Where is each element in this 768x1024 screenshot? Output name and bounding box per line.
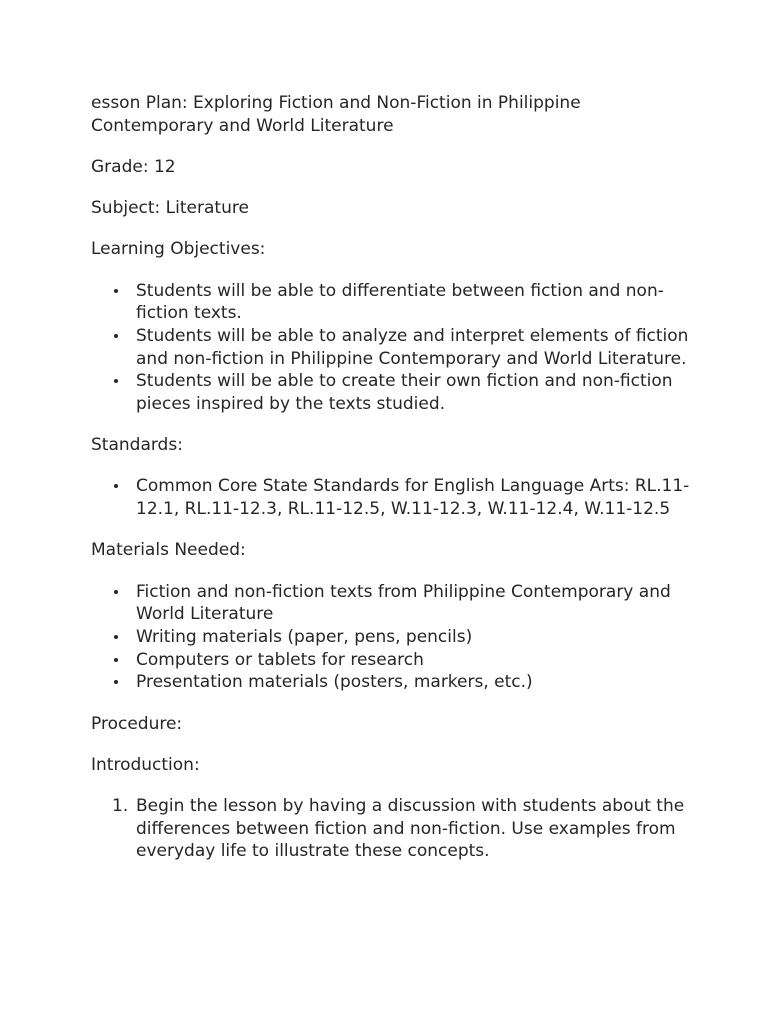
list-item: Fiction and non-fiction texts from Philippine Contemporary and World Literature [136, 581, 691, 626]
materials-list [91, 581, 691, 695]
materials-heading: Materials Needed: [91, 540, 246, 561]
list-item: Begin the lesson by having a discussion with students about the differences between fiction and non-fiction. Use examples from everyday life to illustrate these concepts. [136, 795, 685, 862]
list-item: Students will be able to differentiate between fiction and non-fiction texts. [136, 280, 691, 325]
standards-heading: Standards: [91, 435, 183, 456]
list-item: Writing materials (paper, pens, pencils) [136, 626, 691, 649]
subject-line: Subject: Literature [91, 198, 249, 219]
introduction-steps [91, 795, 691, 863]
list-item: Students will be able to analyze and interpret elements of fiction and non-fiction in Philippine Contemporary and World Literature. [136, 325, 691, 370]
list-item: Computers or tablets for research [136, 649, 691, 672]
grade-line: Grade: 12 [91, 156, 176, 177]
document-title: esson Plan: Exploring Fiction and Non-Fiction in Philippine Contemporary and World Literature [91, 93, 581, 136]
introduction-heading: Introduction: [91, 754, 200, 775]
list-item: Students will be able to create their own fiction and non-fiction pieces inspired by the texts studied. [136, 370, 691, 415]
list-item: Presentation materials (posters, markers, etc.) [136, 671, 691, 694]
list-item: Common Core State Standards for English Language Arts: RL.11-12.1, RL.11-12.3, RL.11-12.5, W.11-12.3, W.11-12.4, W.11-12.5 [136, 476, 690, 520]
objectives-heading: Learning Objectives: [91, 239, 266, 260]
objectives-list [91, 280, 691, 416]
procedure-heading: Procedure: [91, 713, 183, 734]
standards-list [91, 475, 691, 520]
document-page [91, 92, 691, 882]
